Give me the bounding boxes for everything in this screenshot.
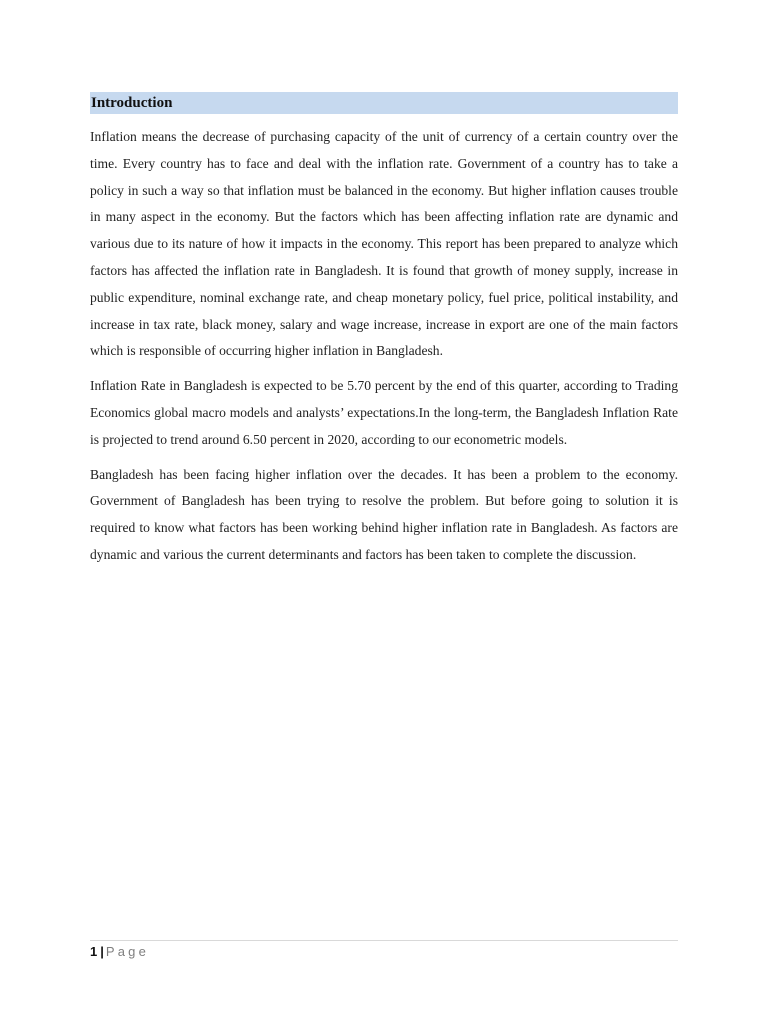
page-label: Page — [105, 944, 150, 959]
page-footer — [90, 940, 678, 961]
paragraph-2: Inflation Rate in Bangladesh is expected to be 5.70 percent by the end of this quarter, according to Trading Economics global macro models and analysts’ expectations.In the long-term, the Bangladesh Inflation Rate is projected to trend around 6.50 percent in 2020, according to our econometric models. — [90, 378, 678, 447]
paragraph-1: Inflation means the decrease of purchasing capacity of the unit of currency of a certain country over the time. Every country has to face and deal with the inflation rate. Government of a country has to take a policy in such a way so that inflation must be balanced in the economy. But higher inflation causes trouble in many aspect in the economy. But the factors which has been affecting inflation rate are dynamic and various due to its nature of how it impacts in the economy. This report has been prepared to analyze which factors has affected the inflation rate in Bangladesh. It is found that growth of money supply, increase in public expenditure, nominal exchange rate, and cheap monetary policy, fuel price, political instability, and increase in tax rate, black money, salary and wage increase, increase in export are one of the main factors which is responsible of occurring higher inflation in Bangladesh. — [90, 129, 678, 359]
page-number: 1 — [90, 944, 98, 959]
section-heading-bar — [90, 92, 678, 114]
paragraph-3: Bangladesh has been facing higher inflation over the decades. It has been a problem to the economy. Government of Bangladesh has been trying to resolve the problem. But before going to solution it is required to know what factors has been working behind higher inflation rate in Bangladesh. As factors are dynamic and various the current determinants and factors has been taken to complete the discussion. — [90, 466, 678, 562]
section-heading: Introduction — [91, 95, 173, 111]
footer-separator: | — [100, 944, 104, 959]
document-page — [90, 92, 678, 577]
